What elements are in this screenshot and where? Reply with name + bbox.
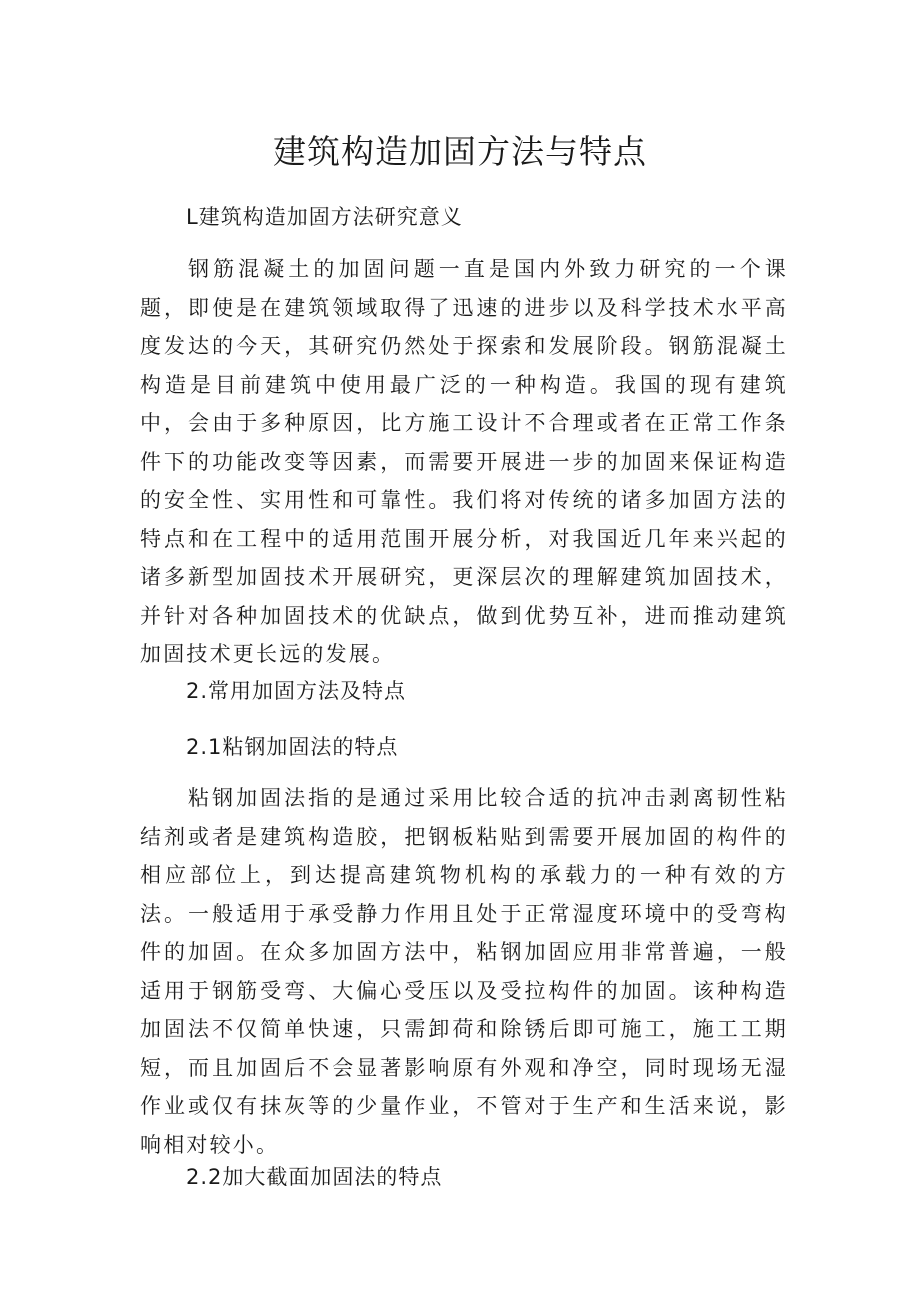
- section-1-paragraph: 钢筋混凝土的加固问题一直是国内外致力研究的一个课题，即使是在建筑领域取得了迅速的进步以及科学技术水平高度发达的今天，其研究仍然处于探索和发展阶段。钢筋混凝土构造是目前建筑中使用最广泛的一种构造。我国的现有建筑中，会由于多种原因，比方施工设计不合理或者在正常工作条件下的功能改变等因素，而需要开展进一步的加固来保证构造的安全性、实用性和可靠性。我们将对传统的诸多加固方法的特点和在工程中的适用范围开展分析，对我国近几年来兴起的诸多新型加固技术开展研究，更深层次的理解建筑加固技术，并针对各种加固技术的优缺点，做到优势互补，进而推动建筑加固技术更长远的发展。: [140, 257, 788, 666]
- section-2-1-paragraph: 粘钢加固法指的是通过采用比较合适的抗冲击剥离韧性粘结剂或者是建筑构造胶，把钢板粘贴到需要开展加固的构件的相应部位上，到达提高建筑物机构的承载力的一种有效的方法。一般适用于承受静力作用且处于正常湿度环境中的受弯构件的加固。在众多加固方法中，粘钢加固应用非常普遍，一般适用于钢筋受弯、大偏心受压以及受拉构件的加固。该种构造加固法不仅简单快速，只需卸荷和除锈后即可施工，施工工期短，而且加固后不会显著影响原有外观和净空，同时现场无湿作业或仅有抹灰等的少量作业，不管对于生产和生活来说，影响相对较小。: [140, 786, 788, 1157]
- section-2-2-heading: 2.2加大截面加固法的特点: [186, 1165, 443, 1189]
- section-2-heading: 2.常用加固方法及特点: [186, 679, 407, 703]
- section-2-1-heading: 2.1粘钢加固法的特点: [186, 735, 399, 759]
- document-title: 建筑构造加固方法与特点: [273, 132, 647, 171]
- section-1-heading: L建筑构造加固方法研究意义: [186, 205, 463, 229]
